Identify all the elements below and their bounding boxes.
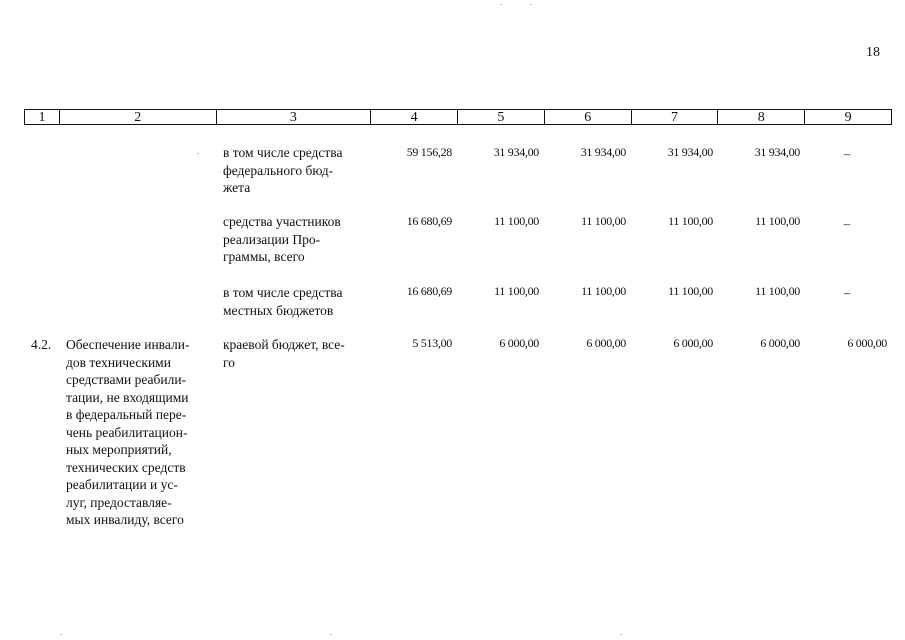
scan-speck: [500, 4, 502, 5]
row-3-col-8: 11 100,00: [755, 284, 800, 298]
row-1-col-5: 31 934,00: [493, 145, 539, 159]
header-col-4: 4: [371, 110, 458, 124]
scan-speck: [530, 4, 532, 5]
row-4-desc-line-11: мых инвалиду, всего: [66, 512, 184, 527]
scan-speck: [620, 634, 622, 635]
row-4-col-9: 6 000,00: [847, 336, 887, 350]
table-header-row: [24, 109, 892, 125]
row-2-col-9: –: [843, 216, 851, 231]
row-3-col-5: 11 100,00: [494, 284, 539, 298]
row-4-desc-line-3: средствами реабили-: [66, 372, 187, 387]
row-3-col-7: 11 100,00: [668, 284, 713, 298]
header-col-8: 8: [718, 110, 805, 124]
row-4-desc-line-7: ных мероприятий,: [66, 442, 172, 457]
row-3-col-6: 11 100,00: [581, 284, 626, 298]
row-1-col-6: 31 934,00: [580, 145, 626, 159]
row-4-desc-line-10: луг, предоставляе-: [66, 494, 172, 510]
row-2-col-8: 11 100,00: [755, 214, 800, 228]
row-4-col-8: 6 000,00: [760, 336, 800, 350]
row-1-col-9: –: [843, 146, 851, 161]
header-col-2: 2: [60, 110, 217, 124]
scan-speck: [330, 634, 332, 635]
row-4-col-7: 6 000,00: [673, 336, 713, 350]
row-2-description: [223, 213, 366, 266]
header-col-5: 5: [458, 110, 545, 124]
header-col-6: 6: [545, 110, 632, 124]
row-4-desc-line-1: Обеспечение инвали-: [66, 337, 190, 352]
header-col-7: 7: [632, 110, 719, 124]
row-2-line-2: реализации Про-: [223, 231, 321, 247]
row-4-source-line-2: го: [223, 354, 235, 370]
row-4-source: [223, 336, 366, 371]
row-4-desc-line-5: в федеральный пере-: [66, 407, 187, 422]
row-4-desc-line-8: технических средств: [66, 459, 186, 475]
page-number: 18: [866, 45, 880, 60]
scan-speck: [60, 634, 62, 635]
header-col-3: 3: [217, 110, 372, 124]
row-4-col-4: 5 513,00: [412, 336, 452, 350]
row-1-line-2: федерального бюд-: [223, 162, 334, 178]
row-4-source-line-1: краевой бюджет, все-: [223, 337, 345, 352]
row-1-line-1: в том числе средства: [223, 145, 343, 160]
row-1-col-7: 31 934,00: [667, 145, 713, 159]
row-4-desc-line-9: реабилитации и ус-: [66, 477, 178, 492]
row-4-item-number: 4.2.: [31, 337, 52, 352]
row-4-col-5: 6 000,00: [499, 336, 539, 350]
row-2-col-6: 11 100,00: [581, 214, 626, 228]
row-4-desc-line-4: тации, не входящими: [66, 389, 189, 405]
row-4-item-description: [66, 336, 211, 529]
row-2-col-4: 16 680,69: [406, 214, 452, 228]
row-2-col-7: 11 100,00: [668, 214, 713, 228]
row-4-desc-line-2: дов техническими: [66, 354, 171, 370]
header-col-9: 9: [844, 110, 852, 125]
row-3-line-2: местных бюджетов: [223, 302, 334, 318]
row-3-col-4: 16 680,69: [406, 284, 452, 298]
row-2-line-1: средства участников: [223, 214, 341, 229]
row-3-description: [223, 284, 366, 319]
row-1-col-8: 31 934,00: [754, 145, 800, 159]
row-4-desc-line-6: чень реабилитацион-: [66, 424, 188, 440]
row-1-line-3: жета: [223, 180, 251, 195]
header-col-1: 1: [25, 110, 60, 124]
row-1-description: [223, 144, 366, 197]
row-4-col-6: 6 000,00: [586, 336, 626, 350]
row-3-col-9: –: [843, 285, 851, 300]
row-2-col-5: 11 100,00: [494, 214, 539, 228]
row-1-col-4: 59 156,28: [406, 145, 452, 159]
scan-speck: [197, 153, 199, 154]
row-2-line-3: граммы, всего: [223, 249, 305, 264]
row-3-line-1: в том числе средства: [223, 285, 343, 300]
